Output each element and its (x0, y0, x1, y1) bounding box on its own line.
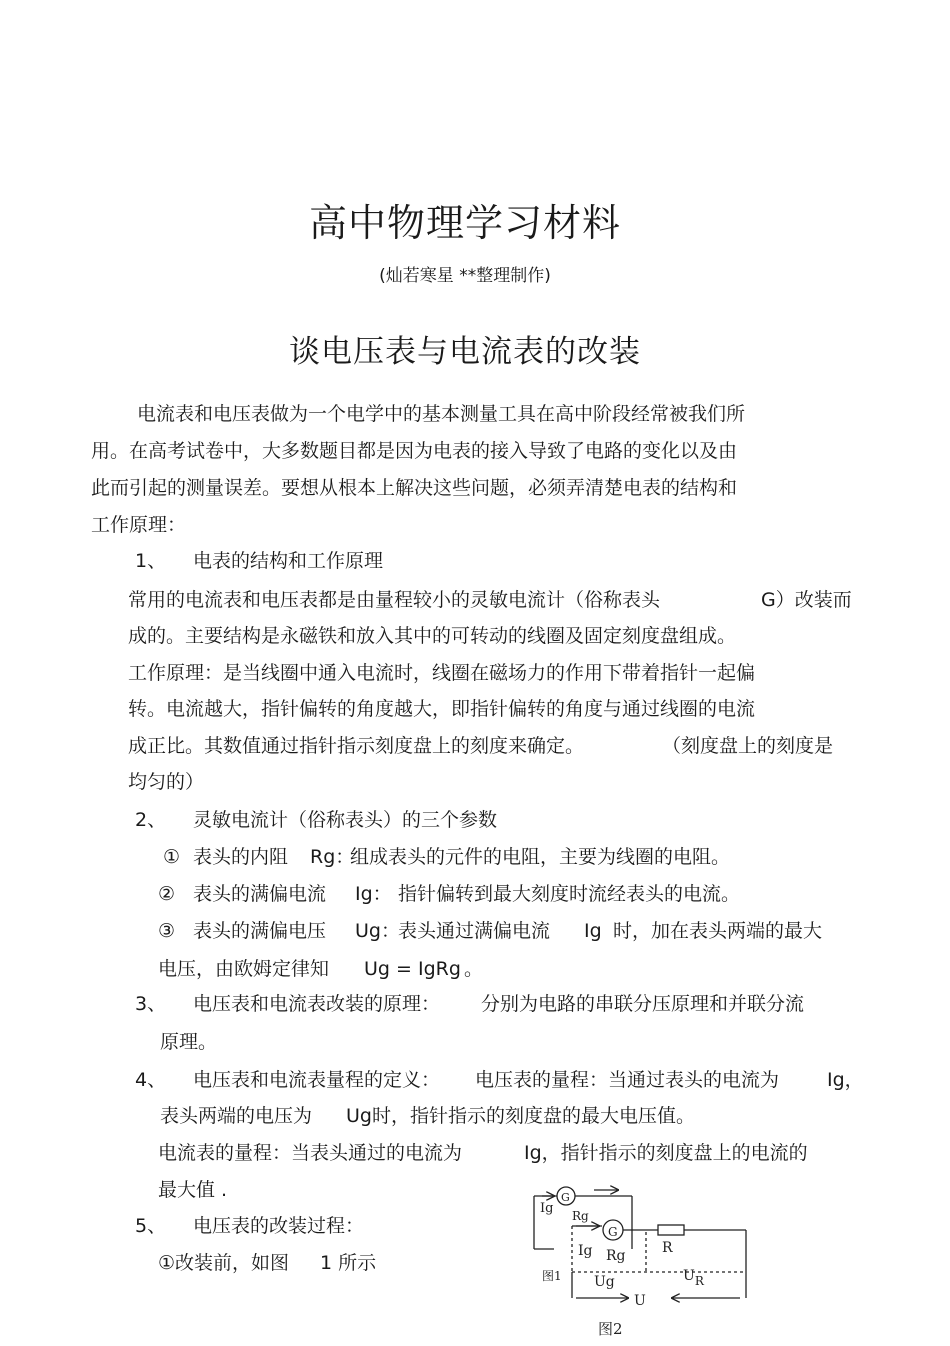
section-1-number: 1、 (135, 550, 167, 572)
section-2-number: 2、 (135, 809, 167, 831)
s2-item-3-desc: 表头通过满偏电流 (398, 920, 551, 942)
fig2-current-label: Ig (578, 1243, 593, 1259)
s1-line-6: 均匀的） (128, 771, 205, 793)
s4-line-2-tail: Ug时，指针指示的刻度盘的最大电压值。 (346, 1105, 695, 1127)
s1-line-1-tail: G）改装而 (761, 589, 852, 611)
section-4-title: 电压表和电流表量程的定义： (193, 1069, 441, 1091)
fig2-ug-label: Ug (594, 1274, 615, 1290)
s2-item-1-symbol: Rg： (310, 846, 355, 868)
s2-item-1-term: 表头的内阻 (193, 846, 289, 868)
section-2-title: 灵敏电流计（俗称表头）的三个参数 (193, 809, 498, 831)
s4-ammeter-tail: Ig，指针指示的刻度盘上的电流的 (524, 1142, 808, 1164)
s1-line-4: 转。电流越大，指针偏转的角度越大，即指针偏转的角度与通过线圈的电流 (128, 698, 756, 720)
s2-item-3-symbol: Ug： (355, 920, 400, 942)
s1-line-3: 工作原理：是当线圈中通入电流时，线圈在磁场力的作用下带着指针一起偏 (128, 662, 756, 684)
page-subtitle: (灿若寒星 **整理制作) (379, 266, 551, 286)
fig2-ur-label: UR (683, 1268, 704, 1288)
fig2-galvanometer-letter: G (608, 1225, 618, 1239)
fig2-label: 图2 (598, 1320, 623, 1338)
section-5-title: 电压表的改装过程： (193, 1215, 365, 1237)
s4-line-2: 表头两端的电压为 (160, 1105, 313, 1127)
section-1-title: 电表的结构和工作原理 (193, 550, 384, 572)
s2-ohm-period: 。 (464, 958, 484, 980)
s1-line-2: 成的。主要结构是永磁铁和放入其中的可转动的线圈及固定刻度盘组成。 (128, 625, 737, 647)
intro-line-3: 此而引起的测量误差。要想从根本上解决这些问题，必须弄清楚电表的结构和 (91, 477, 738, 499)
s2-item-3-tail: 时，加在表头两端的最大 (613, 920, 823, 942)
s2-item-2-term: 表头的满偏电流 (193, 883, 327, 905)
section-3-title: 电压表和电流表改装的原理： (193, 993, 441, 1015)
s2-item-3-ig: Ig (584, 920, 602, 942)
s4-voltmeter-ig: Ig， (827, 1069, 864, 1091)
circuit-figure (520, 1180, 760, 1342)
s2-item-2-symbol: Ig： (355, 883, 392, 905)
fig2-resistance-label: Rg (606, 1248, 626, 1264)
fig1-label: 图1 (542, 1269, 562, 1283)
s2-ohm-formula: Ug = IgRg (364, 958, 461, 980)
fig1-galvanometer-letter: G (561, 1191, 570, 1204)
s2-item-2-marker: ② (158, 883, 176, 905)
s2-item-2-desc: 指针偏转到最大刻度时流经表头的电流。 (398, 883, 741, 905)
s4-ammeter-range: 电流表的量程：当表头通过的电流为 (158, 1142, 463, 1164)
s4-voltmeter-range: 电压表的量程：当通过表头的电流为 (475, 1069, 780, 1091)
page-title: 高中物理学习材料 (308, 201, 621, 245)
intro-line-1: 电流表和电压表做为一个电学中的基本测量工具在高中阶段经常被我们所 (137, 403, 746, 425)
intro-line-2: 用。在高考试卷中，大多数题目都是因为电表的接入导致了电路的变化以及由 (91, 440, 738, 462)
s5-line-1-tail: 1 所示 (320, 1252, 377, 1274)
fig2-resistor-symbol (658, 1225, 684, 1235)
s1-line-5: 成正比。其数值通过指针指示刻度盘上的刻度来确定。 (128, 735, 585, 757)
s2-item-3-term: 表头的满偏电压 (193, 920, 327, 942)
intro-line-4: 工作原理： (91, 514, 187, 536)
fig1-current-label: Ig (540, 1201, 554, 1216)
s2-item-1-desc: 组成表头的元件的电阻，主要为线圈的电阻。 (350, 846, 731, 868)
s1-line-1: 常用的电流表和电压表都是由量程较小的灵敏电流计（俗称表头 (128, 589, 661, 611)
s2-item-3-cont: 电压，由欧姆定律知 (158, 958, 330, 980)
section-4-number: 4、 (135, 1069, 167, 1091)
s4-line-4: 最大值 . (158, 1179, 228, 1201)
s3-desc: 分别为电路的串联分压原理和并联分流 (481, 993, 805, 1015)
section-3-number: 3、 (135, 993, 167, 1015)
s1-line-5-tail: （刻度盘上的刻度是 (662, 735, 834, 757)
s2-item-3-marker: ③ (158, 920, 176, 942)
s3-cont: 原理。 (160, 1031, 218, 1053)
section-5-number: 5、 (135, 1215, 167, 1237)
fig2-u-label: U (634, 1293, 646, 1309)
fig2-resistor-label: R (662, 1240, 673, 1256)
s2-item-1-marker: ① (163, 846, 181, 868)
article-heading: 谈电压表与电流表的改装 (289, 334, 641, 370)
s5-line-1: ①改装前，如图 (158, 1252, 290, 1274)
fig1-resistance-label: Rg (572, 1209, 589, 1223)
